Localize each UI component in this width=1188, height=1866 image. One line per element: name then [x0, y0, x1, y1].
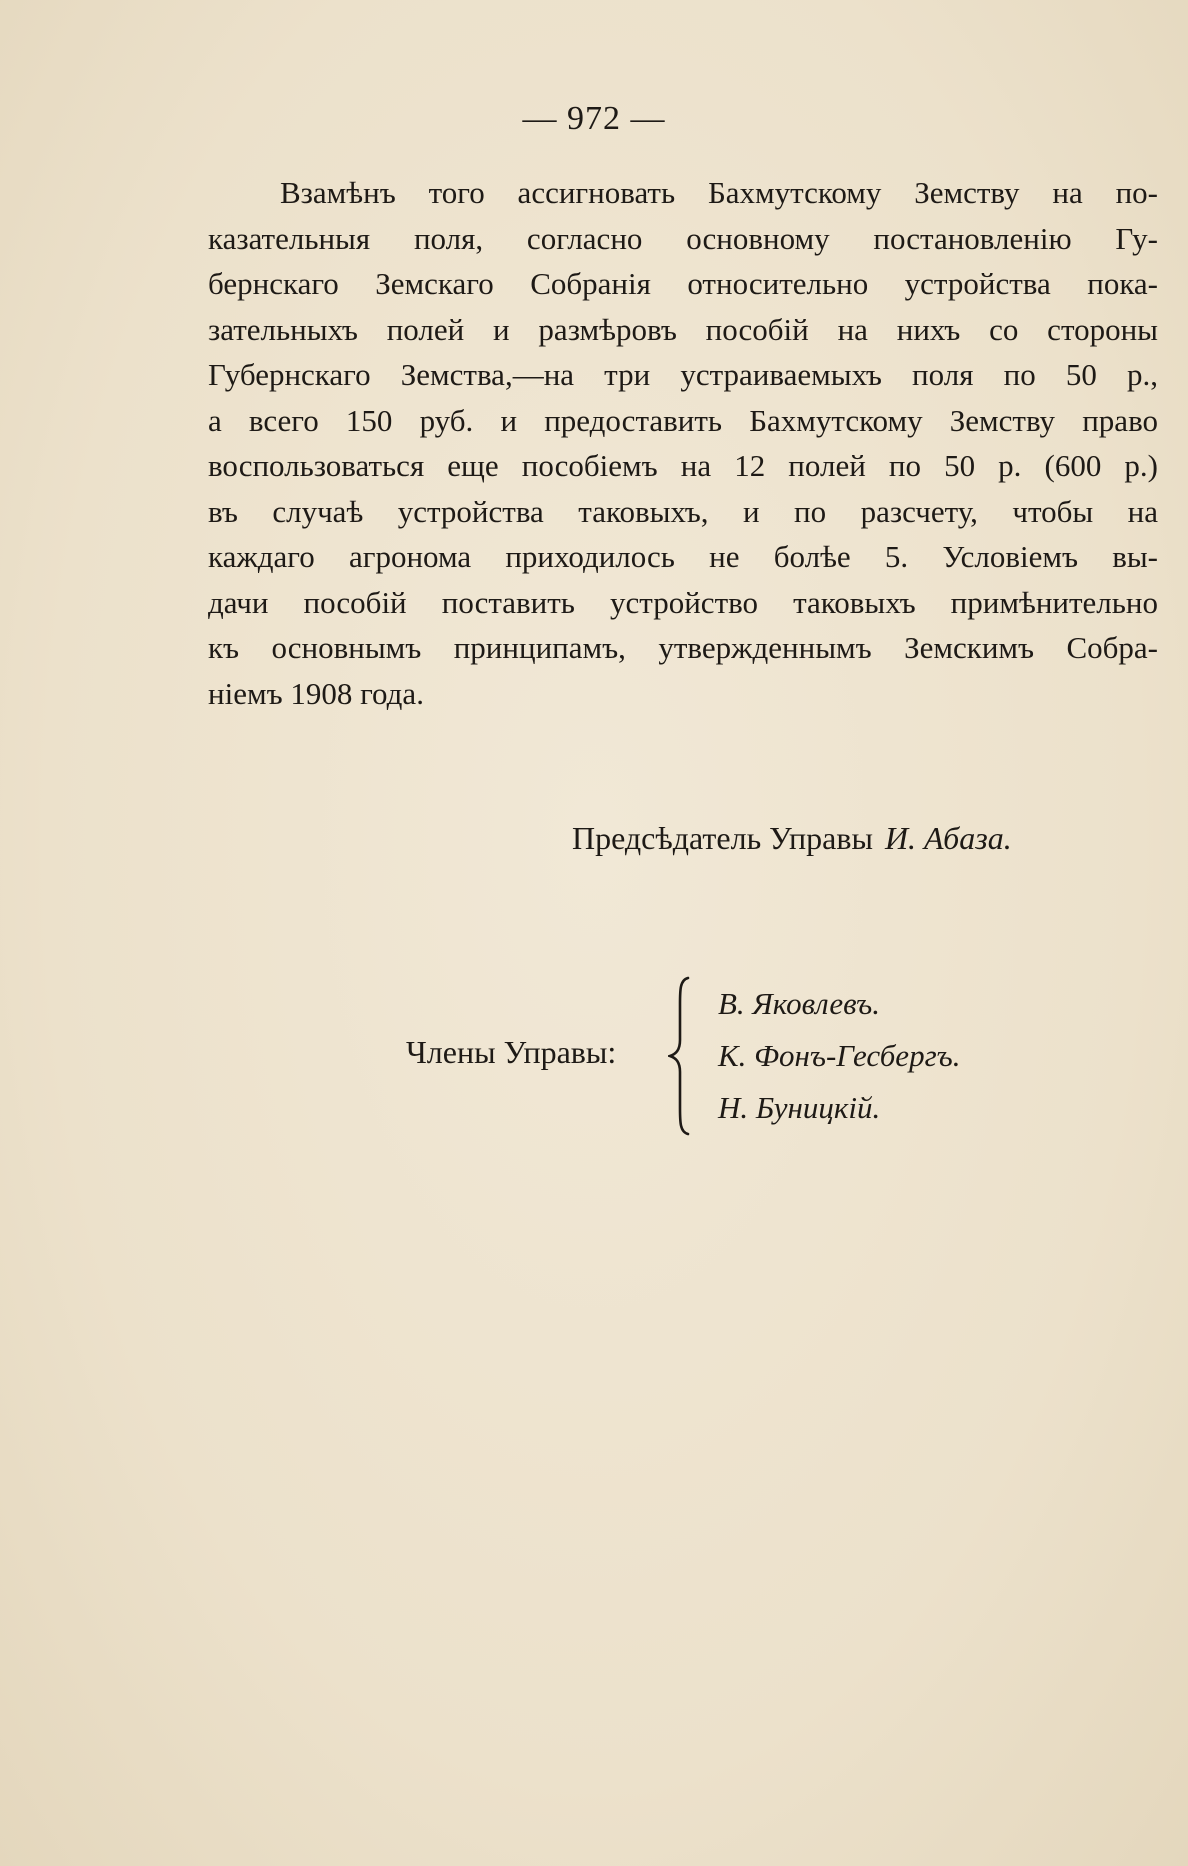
body-line: воспользоваться еще пособіемъ на 12 полей по 50 р. (600 р.) — [208, 448, 1158, 483]
body-line: въ случаѣ устройства таковыхъ, и по разсчету, чтобы на — [208, 493, 1158, 529]
body-paragraph — [208, 170, 1158, 716]
member-name: Н. Буницкій. — [718, 1090, 881, 1125]
body-line: бернскаго Земскаго Собранія относительно устройства пока- — [208, 266, 1158, 301]
body-line: Взамѣнъ того ассигновать Бахмутскому Земству на по- — [280, 175, 1158, 210]
chairman-name: И. Абаза. — [884, 820, 1012, 856]
page-number: — 972 — — [522, 100, 666, 137]
chairman-signature — [572, 820, 1012, 857]
members-label: Члены Управы: — [406, 1034, 617, 1070]
curly-brace-icon — [668, 976, 692, 1136]
body-line: каждаго агронома приходилось не болѣе 5. Условіемъ вы- — [208, 539, 1158, 574]
member-name: В. Яковлевъ. — [718, 986, 881, 1021]
body-line: Губернскаго Земства,—на три устраиваемыхъ поля по 50 р., — [208, 357, 1158, 392]
body-line: зательныхъ полей и размѣровъ пособій на нихъ со стороны — [208, 311, 1158, 347]
body-line: дачи пособій поставить устройство таковыхъ примѣнительно — [208, 584, 1158, 620]
body-line: а всего 150 руб. и предоставить Бахмутскому Земству право — [208, 402, 1158, 438]
chairman-title: Предсѣдатель Управы — [572, 820, 873, 856]
body-line: ніемъ 1908 года. — [208, 675, 424, 711]
member-name: К. Фонъ-Гесбергъ. — [718, 1038, 961, 1073]
body-line: казательныя поля, согласно основному постановленію Гу- — [208, 220, 1158, 256]
body-line: къ основнымъ принципамъ, утвержденнымъ Земскимъ Собра- — [208, 630, 1158, 665]
